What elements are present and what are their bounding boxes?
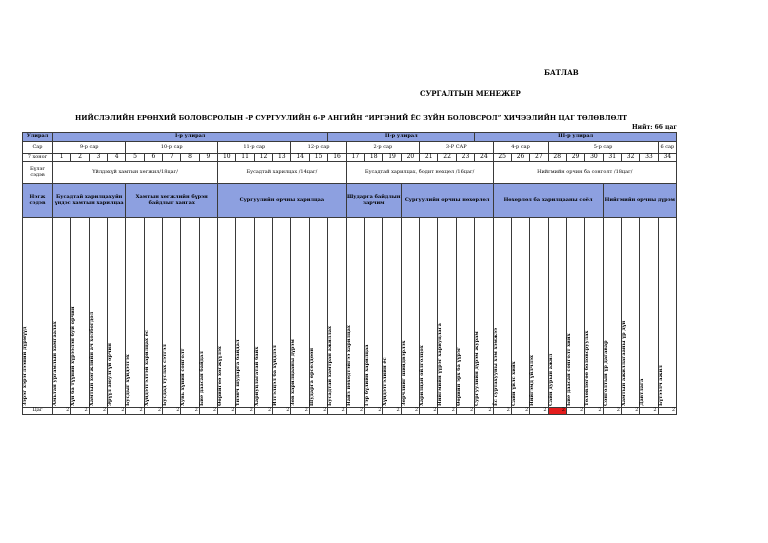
hours-cell: 2	[254, 408, 272, 415]
lesson-cell: Өөрийн эрх ба үүрэг	[456, 218, 474, 408]
lesson-cell: Итгэлцэл ба хүндлэл	[273, 218, 291, 408]
schedule-table	[22, 132, 677, 415]
week-row	[23, 154, 677, 162]
unit-2: Бусадтай харилцах /14цаг/	[218, 162, 347, 184]
topic-header: Нэгж сэдэв	[23, 184, 53, 218]
lesson-cell: Хүндэтгэлтэй харилцах ёс	[144, 218, 162, 408]
lesson-cell: Нийгэмд үйлчлэх	[530, 218, 548, 408]
lesson-cell: Өөрийгөө хөгжүүлэх	[218, 218, 236, 408]
lesson-cell: Бусдыг хүндэтгэх	[126, 218, 144, 408]
week-cell: 4	[108, 154, 126, 162]
month-row	[23, 142, 677, 154]
unit-4: Нийгмийн орчин ба сонголт /18цаг/	[493, 162, 677, 184]
lesson-header: Зэрэг хэрэглээний дүрмүүд	[23, 218, 53, 408]
approved-label: БАТЛАВ	[544, 68, 579, 77]
week-cell: 5	[126, 154, 144, 162]
week-cell: 1	[53, 154, 71, 162]
month-9: 9-р сар	[53, 142, 126, 154]
week-cell: 19	[383, 154, 401, 162]
hours-cell: 2	[530, 408, 548, 415]
month-2: 2-р сар	[346, 142, 419, 154]
hours-row	[23, 408, 677, 415]
hours-cell: 2	[144, 408, 162, 415]
week-cell: 17	[346, 154, 364, 162]
lesson-cell: Шударга өрсөлдөөн	[309, 218, 328, 408]
month-4: 4-р сар	[493, 142, 548, 154]
week-cell: 23	[456, 154, 474, 162]
week-cell: 28	[548, 154, 566, 162]
lesson-cell: Хамтын ажиллагааны үр дүн	[621, 218, 639, 408]
lesson-cell: Давтлага	[640, 218, 658, 408]
month-6: 6 сар	[658, 142, 676, 154]
topic-3: Сургуулийн орчны харилцаа	[218, 184, 347, 218]
page-title: НИЙСЛЭЛИЙН ЕРӨНХИЙ БОЛОВСРОЛЫН -Р СУРГУУЛИЙН 6-Р АНГИЙН “ИРГЭНИЙ ЁС ЗҮЙН БОЛОВСРОЛ” ХИЧЭЭЛИЙН ЦАГ ТӨЛӨВЛӨЛТ	[75, 114, 628, 122]
topic-row	[23, 184, 677, 218]
quarter-3: III-р улирал	[475, 133, 677, 142]
hours-cell: 2	[273, 408, 291, 415]
week-cell: 26	[511, 154, 529, 162]
month-5: 5-р сар	[548, 142, 658, 154]
week-cell: 12	[254, 154, 272, 162]
lesson-cell: Сайн дурын ажил	[548, 218, 566, 408]
unit-1: Үйлдэхүй хамтын хөгжил/18цаг/	[53, 162, 218, 184]
week-cell: 8	[181, 154, 199, 162]
hours-cell: 2	[163, 408, 181, 415]
topic-4: Шударга байдлын зарчим	[346, 184, 401, 218]
lesson-cell: Хүндэтгэлийн ёс	[383, 218, 401, 408]
hours-cell: 2	[566, 408, 584, 415]
unit-header: Бүлэг сэдэв	[23, 162, 53, 184]
lesson-cell: Амьтан ургамлын хамгаалах	[53, 218, 71, 408]
lesson-cell: Эрүүл аюулгүй орчин	[108, 218, 126, 408]
week-cell: 32	[621, 154, 639, 162]
hours-cell: 2	[475, 408, 493, 415]
month-11: 11-р сар	[218, 142, 291, 154]
quarter-header: Улирал	[23, 133, 53, 142]
week-cell: 25	[493, 154, 511, 162]
hours-cell: 2	[126, 408, 144, 415]
topic-5: Сургуулийн орчны нөхөрлөл	[401, 184, 493, 218]
week-cell: 10	[218, 154, 236, 162]
hours-cell: 2	[438, 408, 456, 415]
topic-2: Хамтын хөгжлийн бүрэн байдлыг хангах	[126, 184, 218, 218]
lesson-cell: Нийгмийн үүрэг хариуцлага	[438, 218, 456, 408]
month-12: 12-р сар	[291, 142, 346, 154]
hours-cell: 2	[71, 408, 89, 415]
week-cell: 2	[71, 154, 89, 162]
hours-cell: 2	[658, 408, 676, 415]
lesson-row	[23, 218, 677, 408]
topic-7: Нийгмийн орчны дүрэм	[603, 184, 676, 218]
hours-total: Нийт: 66 цаг	[632, 124, 678, 131]
week-header: 7 хоног	[23, 154, 53, 162]
topic-1: Бусадтай харилцахуйн үндэс хамтын харилцаа	[53, 184, 126, 218]
week-cell: 6	[144, 154, 162, 162]
hours-cell: 2	[218, 408, 236, 415]
hours-cell: 2	[181, 408, 199, 415]
lesson-cell: Гэр бүлийн харилцаа	[365, 218, 383, 408]
hours-cell: 2	[89, 408, 107, 415]
lesson-cell: Бүтээлч ажил	[658, 218, 676, 408]
lesson-cell: Үнэнч шударга байдал	[236, 218, 254, 408]
week-cell: 15	[309, 154, 328, 162]
hours-cell: 2	[401, 408, 419, 415]
hours-cell: 2	[236, 408, 254, 415]
month-header: Сар	[23, 142, 53, 154]
lesson-cell: Сонголтын үр дагавар	[603, 218, 621, 408]
hours-cell: 2	[603, 408, 621, 415]
week-cell: 14	[291, 154, 309, 162]
hours-cell: 2	[621, 408, 639, 415]
month-10: 10-р сар	[126, 142, 218, 154]
week-cell: 9	[199, 154, 217, 162]
week-cell: 21	[420, 154, 438, 162]
week-cell: 16	[328, 154, 346, 162]
week-cell: 27	[530, 154, 548, 162]
lesson-cell: Хариуцлагатай байх	[254, 218, 272, 408]
week-cell: 22	[438, 154, 456, 162]
hours-cell: 2	[53, 408, 71, 415]
week-cell: 7	[163, 154, 181, 162]
hours-cell: 2	[346, 408, 364, 415]
hours-cell: 2	[328, 408, 346, 415]
quarter-1: I-р улирал	[53, 133, 328, 142]
hours-cell: 2	[108, 408, 126, 415]
hours-cell: 2	[309, 408, 328, 415]
week-cell: 34	[658, 154, 676, 162]
topic-6: Нөхөрлөл ба харилцааны соёл	[493, 184, 603, 218]
week-cell: 31	[603, 154, 621, 162]
month-3: 3-Р САР	[420, 142, 493, 154]
lesson-cell: Найз нөхөдтэйгээ харилцах	[346, 218, 364, 408]
director-label: СУРГАЛТЫН МЕНЕЖЕР	[420, 89, 521, 98]
hours-cell: 2	[365, 408, 383, 415]
lesson-cell: Зөв харилцааны дүрэм	[291, 218, 309, 408]
hours-cell: 2	[291, 408, 309, 415]
lesson-cell: Зөрчлийг шийдвэрлэх	[401, 218, 419, 408]
lesson-cell: Бие даасан байдал	[199, 218, 217, 408]
week-cell: 3	[89, 154, 107, 162]
week-cell: 20	[401, 154, 419, 162]
hours-cell: 2	[493, 408, 511, 415]
hours-cell: 2	[585, 408, 603, 415]
lesson-cell: Хүн ба түүний хүрээлэн буй орчин	[71, 218, 89, 408]
lesson-cell: Хамтын хөгжлийн ач холбогдол	[89, 218, 107, 408]
quarter-row	[23, 133, 677, 142]
week-cell: 13	[273, 154, 291, 162]
week-cell: 33	[640, 154, 658, 162]
quarter-2: II-р улирал	[328, 133, 475, 142]
hours-cell: 2	[383, 408, 401, 415]
lesson-cell: Сайн үйлс хийх	[511, 218, 529, 408]
week-cell: 11	[236, 154, 254, 162]
lesson-cell: Бусдад туслах сэтгэл	[163, 218, 181, 408]
hours-header: Цаг	[23, 408, 53, 415]
hours-cell: 2	[456, 408, 474, 415]
lesson-cell: Хувь хүний сонголт	[181, 218, 199, 408]
week-cell: 30	[585, 154, 603, 162]
week-cell: 18	[365, 154, 383, 162]
lesson-cell: Сургуулийн дүрэм журам	[475, 218, 493, 408]
lesson-cell: Ёс суртахууны хэм хэмжээ	[493, 218, 511, 408]
week-cell: 24	[475, 154, 493, 162]
lesson-cell: Бусадтай хамтран ажиллах	[328, 218, 346, 408]
unit-row	[23, 162, 677, 184]
hours-cell: 2	[640, 408, 658, 415]
lesson-cell: Бие даасан сонголт хийх	[566, 218, 584, 408]
week-cell: 29	[566, 154, 584, 162]
hours-cell: 2	[199, 408, 217, 415]
hours-cell-highlighted: 2	[548, 408, 566, 415]
lesson-cell: Харилцан ойлголцох	[420, 218, 438, 408]
unit-3: Бусадтай харилцах, бодит нөхцөл /16цаг/	[346, 162, 493, 184]
hours-cell: 2	[511, 408, 529, 415]
hours-cell: 2	[420, 408, 438, 415]
lesson-cell: Төлөвлөгөө боловсруулах	[585, 218, 603, 408]
